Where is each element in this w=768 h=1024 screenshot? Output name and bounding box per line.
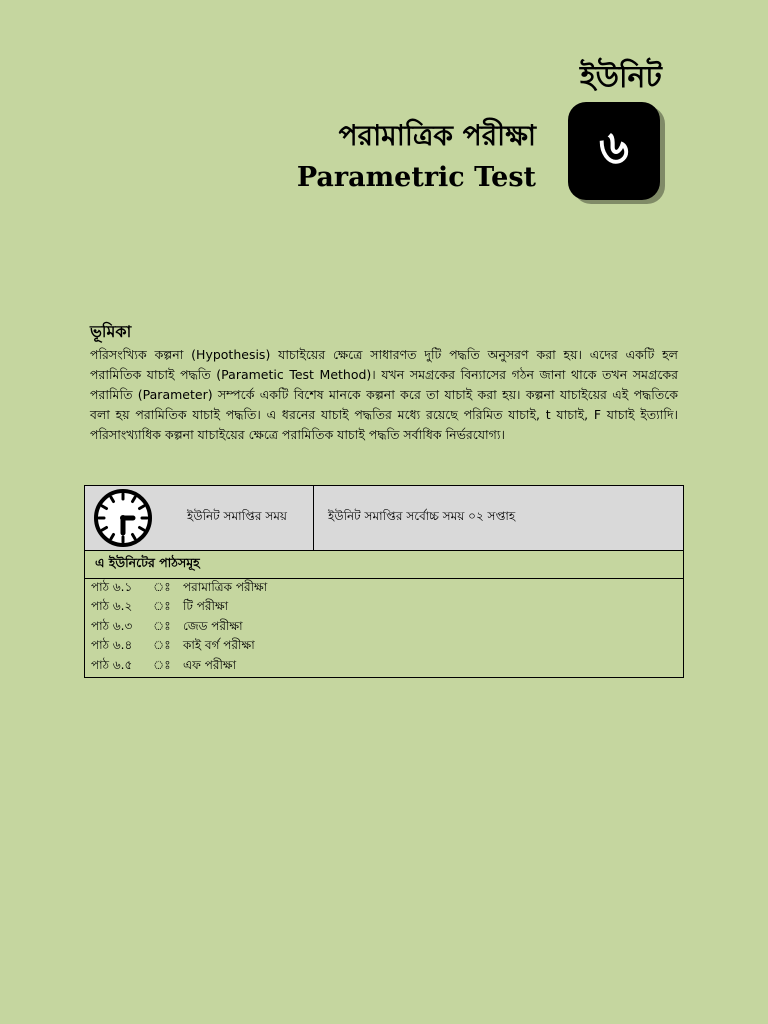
unit-time-value: ইউনিট সমাপ্তির সর্বোচ্চ সময় ০২ সপ্তাহ (328, 509, 516, 523)
page-title-english: Parametric Test (296, 162, 536, 193)
lesson-row (85, 579, 683, 599)
lesson-title: এফ পরীক্ষা (183, 657, 237, 672)
intro-paragraph: পরিসংখ্যিক কল্পনা (Hypothesis) যাচাইয়ের ক্ষেত্রে সাধারণত দুটি পদ্ধতি অনুসরণ করা হয়। এদের একটি হল পরামিতিক যাচাই পদ্ধতি (Parametic Test Method)। যখন সমগ্রকের বিন্যাসের গঠন জানা থাকে তখন সমগ্রকের পরামিতি (Parameter) সম্পর্কে একটি বিশেষ মানকে কল্পনা করে তা যাচাই করা হয়। কল্পনা যাচাইয়ের এই পদ্ধতিকে বলা হয় পরামিতিক যাচাই পদ্ধতি। এ ধরনের যাচাই পদ্ধতির মধ্যে রয়েছে পরিমিত যাচাই, t যাচাই, F যাচাই ইত্যাদি। পরিসাংখ্যাধিক কল্পনা যাচাইয়ের ক্ষেত্রে পরামিতিক যাচাই পদ্ধতি সর্বাধিক নির্ভরযোগ্য। (90, 347, 678, 442)
lesson-separator: ঃ (153, 599, 171, 614)
lesson-separator: ঃ (153, 638, 171, 653)
lesson-title: পরামাত্রিক পরীক্ষা (183, 579, 268, 594)
lesson-separator: ঃ (153, 618, 171, 633)
unit-label: ইউনিট (580, 60, 662, 95)
intro-heading: ভূমিকা (90, 322, 132, 341)
lesson-number: পাঠ ৬.১ (91, 579, 133, 594)
lesson-number: পাঠ ৬.৪ (91, 638, 133, 653)
lessons-box (84, 550, 684, 678)
lesson-title: কাই বর্গ পরীক্ষা (183, 638, 255, 653)
unit-time-box (84, 485, 684, 551)
lesson-row (85, 657, 683, 677)
lesson-row (85, 618, 683, 638)
clock-icon (93, 488, 153, 548)
unit-time-label: ইউনিট সমাপ্তির সময় (161, 486, 314, 550)
lesson-number: পাঠ ৬.৩ (91, 618, 133, 633)
unit-number-box: ৬ (568, 102, 660, 200)
lesson-row (85, 599, 683, 619)
lesson-number: পাঠ ৬.২ (91, 599, 133, 614)
lesson-number: পাঠ ৬.৫ (91, 657, 133, 672)
lesson-separator: ঃ (153, 657, 171, 672)
page-title-bengali: পরামাত্রিক পরীক্ষা (338, 119, 536, 152)
time-icon-cell (85, 486, 161, 550)
lesson-title: জেড পরীক্ষা (183, 618, 243, 633)
lesson-title: টি পরীক্ষা (183, 599, 229, 614)
lesson-separator: ঃ (153, 579, 171, 594)
lessons-heading: এ ইউনিটের পাঠসমূহ (85, 551, 683, 579)
lesson-row (85, 638, 683, 658)
